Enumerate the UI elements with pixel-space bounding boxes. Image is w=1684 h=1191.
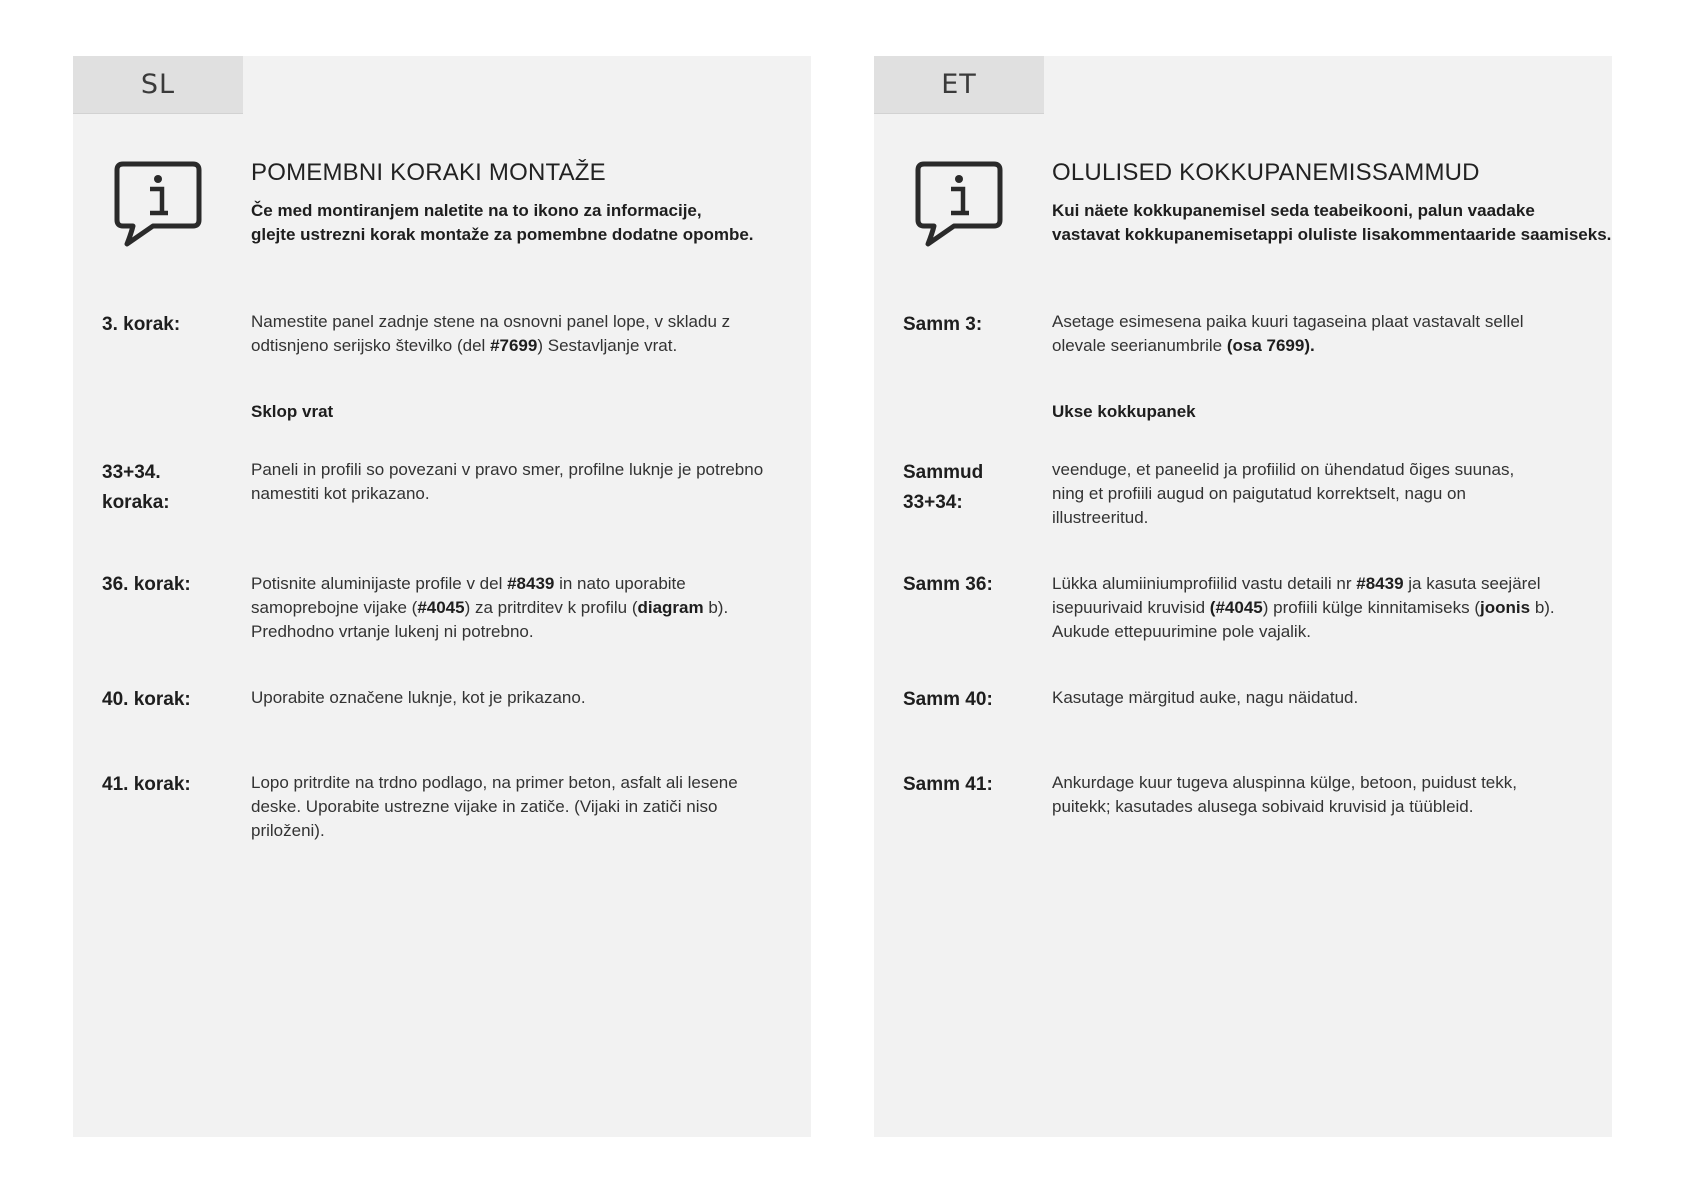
step-label: 40. korak: xyxy=(102,689,191,710)
step-text: Asetage esimesena paika kuuri tagaseina plaat vastavalt sellel olevale seerianumbrile (osa 7699). xyxy=(1052,312,1524,355)
step-label: Sammud 33+34: xyxy=(903,462,984,513)
step-text: Lopo pritrdite na trdno podlago, na primer beton, asfalt ali lesene deske. Uporabite ustrezne vijake in zatiče. (Vijaki in zatiči niso priloženi). xyxy=(251,773,738,840)
step-text: Namestite panel zadnje stene na osnovni panel lope, v skladu z odtisnjeno serijsko številko (del #7699) Sestavljanje vrat. xyxy=(251,312,731,355)
step-label: 3. korak: xyxy=(102,314,181,335)
step-label: 41. korak: xyxy=(102,774,191,795)
step-label: 33+34. koraka: xyxy=(102,462,170,513)
panel-sl xyxy=(73,56,811,1137)
step-label: Samm 3: xyxy=(903,314,983,335)
step-label: Samm 36: xyxy=(903,574,993,595)
subheading: Sklop vrat xyxy=(251,402,334,421)
subheading: Ukse kokkupanek xyxy=(1052,402,1196,421)
step-label: Samm 40: xyxy=(903,689,993,710)
info-speech-bubble-icon xyxy=(914,158,1004,250)
info-description: Kui näete kokkupanemisel seda teabeikooni, palun vaadake vastavat kokkupanemisetappi oluliste lisakommentaaride saamiseks. xyxy=(1052,201,1612,244)
language-tab-et: ET xyxy=(874,56,1044,114)
step-text: veenduge, et paneelid ja profiilid on ühendatud õiges suunas, ning et profiili augud on paigutatud korrektselt, nagu on illustreeritud. xyxy=(1052,460,1515,527)
step-text: Ankurdage kuur tugeva aluspinna külge, betoon, puidust tekk, puitekk; kasutades alusega sobivaid kruvisid ja tüübleid. xyxy=(1052,773,1517,816)
panel-et xyxy=(874,56,1612,1137)
page-title: OLULISED KOKKUPANEMISSAMMUD xyxy=(1052,159,1480,186)
step-text: Lükka alumiiniumprofiilid vastu detaili nr #8439 ja kasuta seejärel isepuurivaid kruvisid (#4045) profiili külge kinnitamiseks (joonis b). Aukude ettepuurimine pole vajalik. xyxy=(1052,574,1555,641)
info-speech-bubble-icon xyxy=(113,158,203,250)
step-label: Samm 41: xyxy=(903,774,993,795)
language-tab-sl: SL xyxy=(73,56,243,114)
step-text: Potisnite aluminijaste profile v del #8439 in nato uporabite samoprebojne vijake (#4045) za pritrditev k profilu (diagram b). Predhodno vrtanje lukenj ni potrebno. xyxy=(251,574,729,641)
info-description: Če med montiranjem naletite na to ikono za informacije, glejte ustrezni korak montaže za pomembne dodatne opombe. xyxy=(251,201,754,244)
step-text: Kasutage märgitud auke, nagu näidatud. xyxy=(1052,688,1359,707)
step-text: Uporabite označene luknje, kot je prikazano. xyxy=(251,688,586,707)
page-title: POMEMBNI KORAKI MONTAŽE xyxy=(251,159,606,186)
step-text: Paneli in profili so povezani v pravo smer, profilne luknje je potrebno namestiti kot prikazano. xyxy=(251,460,764,503)
step-label: 36. korak: xyxy=(102,574,191,595)
